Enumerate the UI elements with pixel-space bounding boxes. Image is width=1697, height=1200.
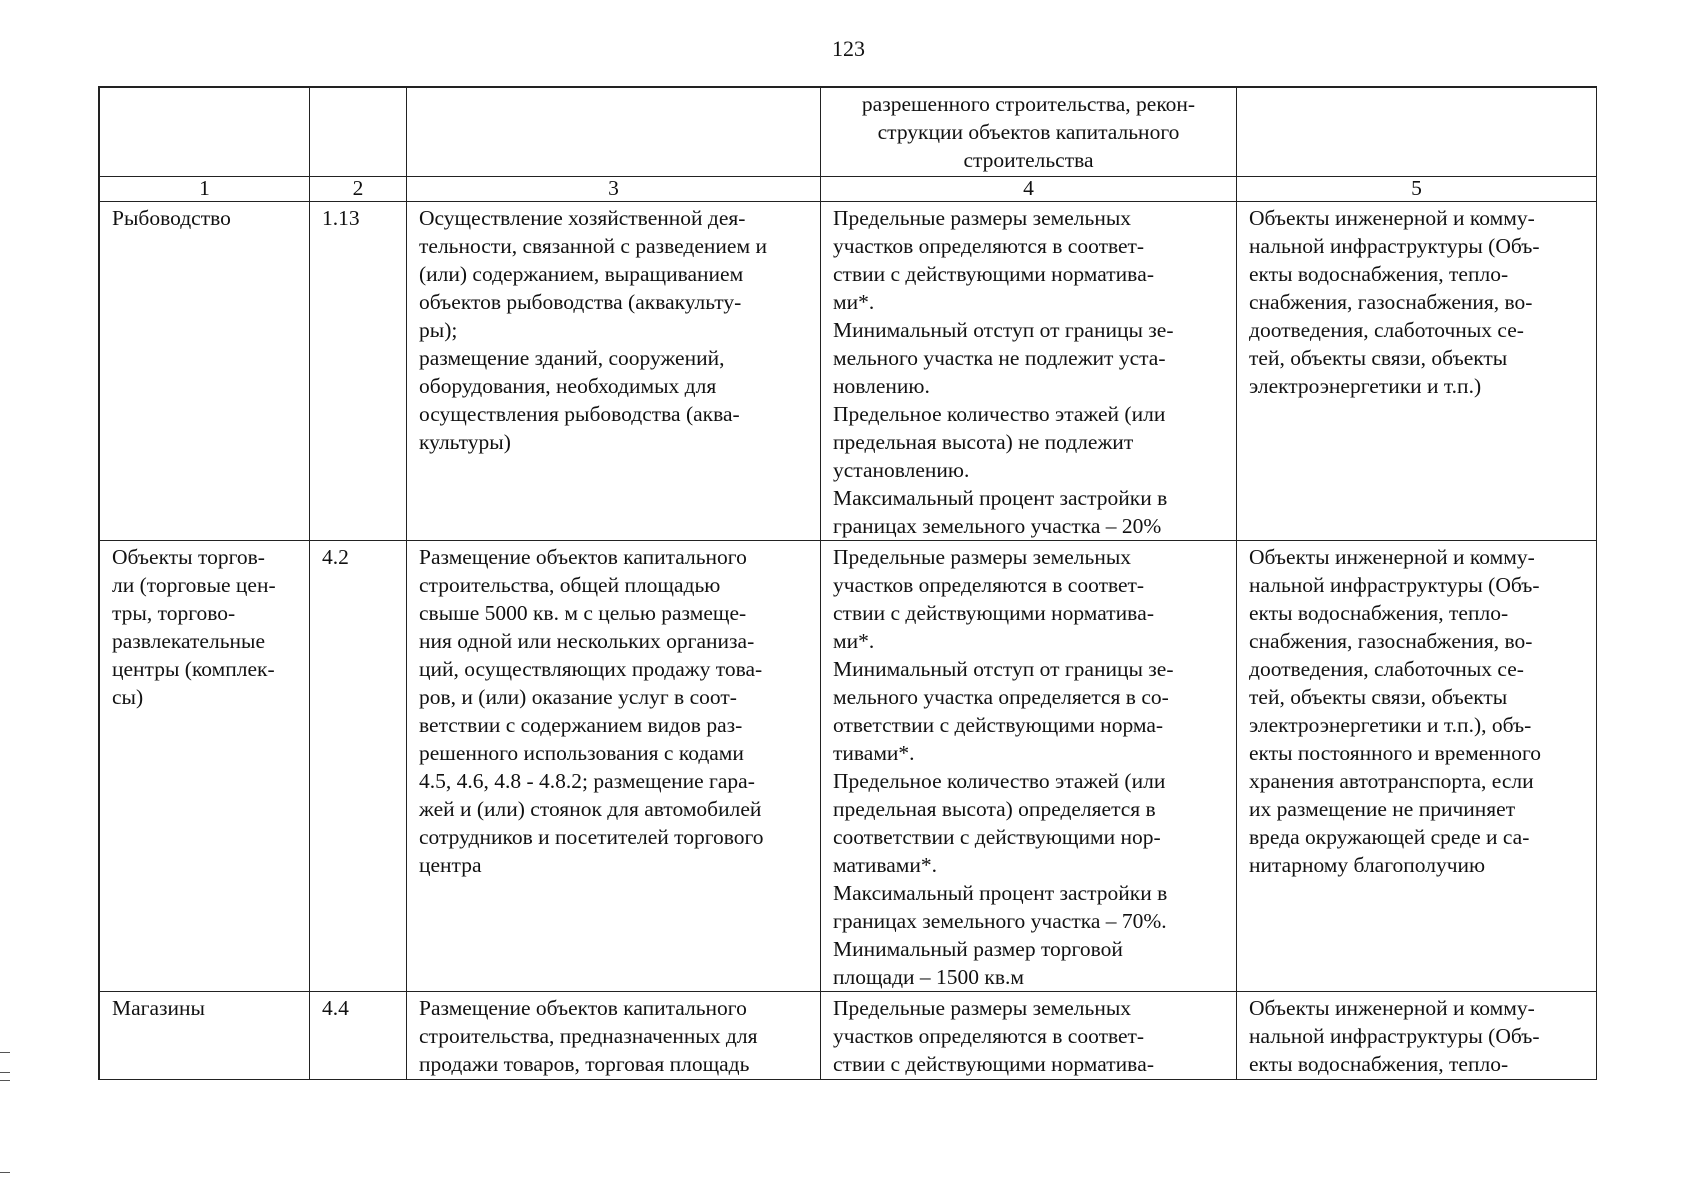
use-type-auxiliary: Объекты инженерной и комму- нальной инфраструктуры (Объ- екты водоснабжения, тепло- снабжения, газоснабжения, во- доотведения, слаботочных се- тей, объекты связи, объекты электроэнергетики и т.п.) [1249, 206, 1540, 398]
column-number-3: 3 [407, 177, 821, 202]
use-type-name: Магазины [112, 996, 205, 1020]
regulations-table-grid [99, 87, 1597, 1080]
use-type-limits: Предельные размеры земельных участков определяются в соответ- ствии с действующими нормативa- ми*. Минимальный отступ от границы зе- мельного участка определяется в со- ответствии с действующими норма- тивами*. Предельное количество этажей (или предельная высота) определяется в соответствии с действующими нор- мативами*. Максимальный процент застройки в границах земельного участка – 70%. Минимальный размер торговой площади – 1500 кв.м [833, 545, 1174, 989]
continuation-cell-3 [407, 88, 821, 177]
use-type-code: 1.13 [322, 206, 360, 230]
use-type-auxiliary: Объекты инженерной и комму- нальной инфраструктуры (Объ- екты водоснабжения, тепло- [1249, 996, 1540, 1076]
margin-scan-mark [0, 1072, 10, 1073]
use-type-description: Размещение объектов капитального строительства, предназначенных для продажи товаров, торговая площадь [419, 996, 758, 1076]
use-type-name: Рыбоводство [112, 206, 231, 230]
use-type-name: Объекты торгов- ли (торговые цен- тры, торгово- развлекательные центры (комплек- сы) [112, 545, 276, 709]
continuation-cell-2 [310, 88, 407, 177]
column-number-4: 4 [821, 177, 1237, 202]
use-type-auxiliary: Объекты инженерной и комму- нальной инфраструктуры (Объ- екты водоснабжения, тепло- снабжения, газоснабжения, во- доотведения, слаботочных се- тей, объекты связи, объекты электроэнергетики и т.п.), объ- екты постоянного и временного хранения автотранспорта, если их размещение не причиняет вреда окружающей среде и са- нитарному благополучию [1249, 545, 1542, 877]
column-number-5: 5 [1237, 177, 1597, 202]
use-type-limits: Предельные размеры земельных участков определяются в соответ- ствии с действующими нормативa- [833, 996, 1154, 1076]
table-row [100, 992, 1597, 1081]
use-type-code: 4.4 [322, 996, 349, 1020]
use-type-code: 4.2 [322, 545, 349, 569]
continuation-cell-1 [100, 88, 310, 177]
margin-scan-mark [0, 1080, 10, 1081]
margin-scan-mark [0, 1172, 10, 1173]
margin-scan-mark [0, 1052, 10, 1053]
column-number-1: 1 [100, 177, 310, 202]
page-number: 123 [832, 36, 865, 61]
table-row [100, 541, 1597, 992]
continuation-cell-4 [821, 88, 1237, 177]
use-type-limits: Предельные размеры земельных участков определяются в соответ- ствии с действующими нормативa- ми*. Минимальный отступ от границы зе- мельного участка не подлежит уста- новлению. Предельное количество этажей (или предельная высота) не подлежит установлению. Максимальный процент застройки в границах земельного участка – 20% [833, 206, 1174, 538]
regulations-table [98, 86, 1597, 1080]
column-number-row [100, 177, 1597, 202]
continuation-row [100, 88, 1597, 177]
table-row [100, 202, 1597, 541]
use-type-description: Размещение объектов капитального строительства, общей площадью свыше 5000 кв. м с целью размеще- ния одной или нескольких организа- ций, осуществляющих продажу това- ров, и (или) оказание услуг в соот- ветствии с содержанием видов раз- решенного использования с кодами 4.5, 4.6, 4.8 - 4.8.2; размещение гара- жей и (или) стоянок для автомобилей сотрудников и посетителей торгового центра [419, 545, 764, 877]
continuation-text: разрешенного строительства, рекон- струкции объектов капитального строительства [861, 92, 1196, 172]
use-type-description: Осуществление хозяйственной дея- тельности, связанной с разведением и (или) содержанием, выращиванием объектов рыбоводства (аквакульту- ры); размещение зданий, сооружений, оборудования, необходимых для осуществления рыбоводства (аква- культуры) [419, 206, 767, 454]
column-number-2: 2 [310, 177, 407, 202]
continuation-cell-5 [1237, 88, 1597, 177]
